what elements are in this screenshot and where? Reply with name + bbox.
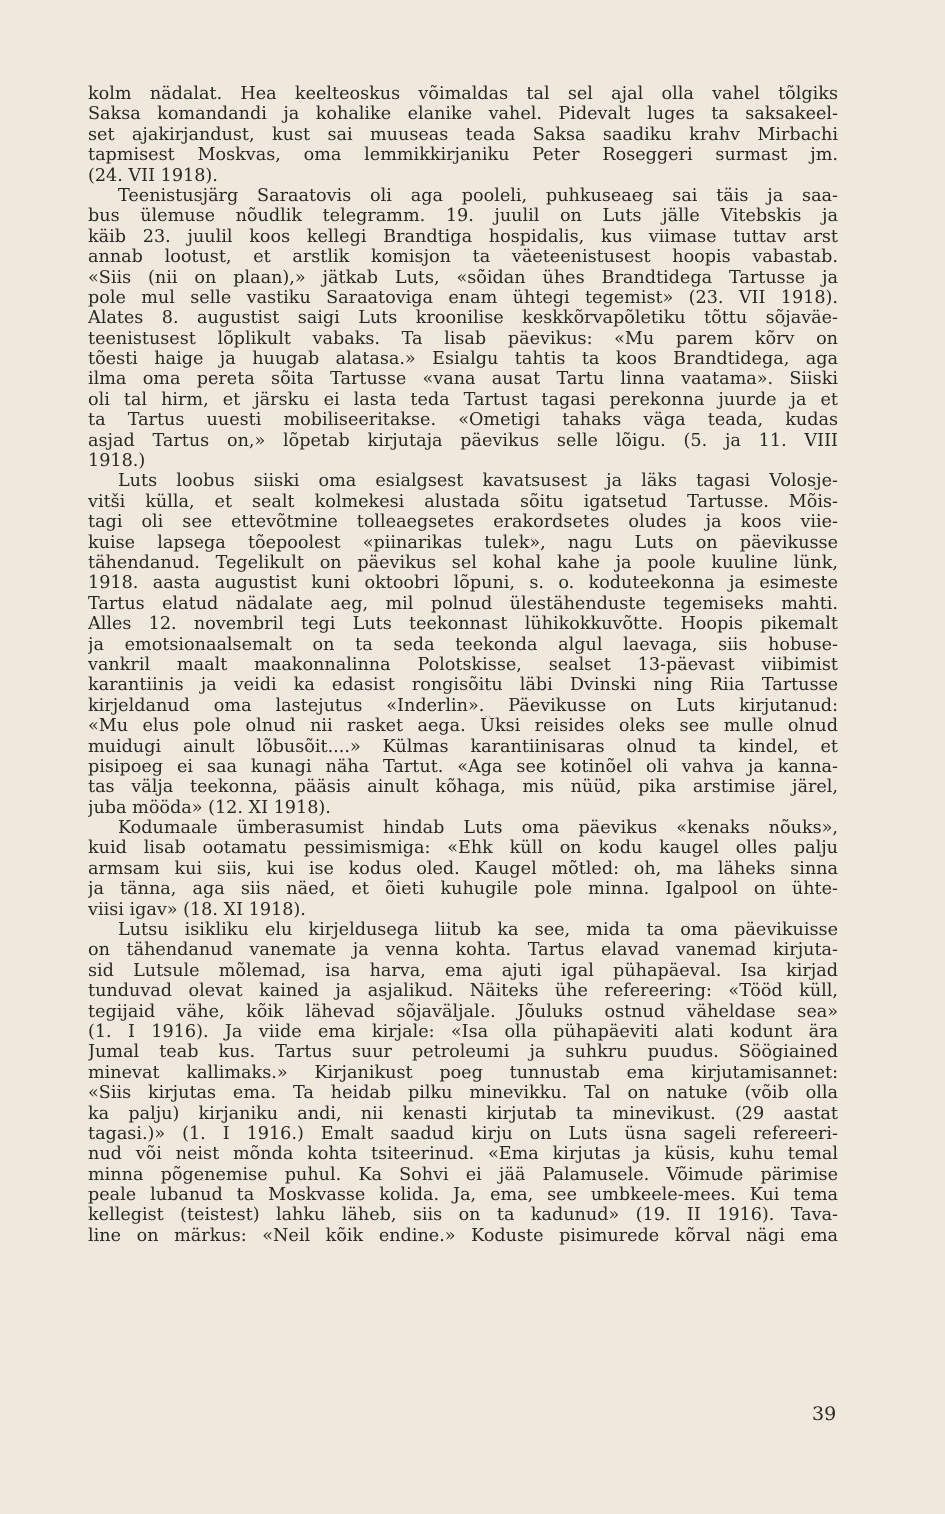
text-line: «Siis kirjutas ema. Ta heidab pilku minevikku. Tal on natuke (võib olla — [88, 1083, 838, 1104]
text-line: kuise lapsega tõepoolest «piinarikas tulek», nagu Luts on päevikusse — [88, 532, 838, 553]
text-line: tapmisest Moskvas, oma lemmikkirjaniku Peter Roseggeri surmast jm. — [88, 145, 838, 166]
page-number: 39 — [812, 1403, 837, 1425]
text-line: pisipoeg ei saa kunagi näha Tartut. «Aga see kotinõel oli vahva ja kanna- — [88, 756, 838, 777]
text-line: (24. VII 1918). — [88, 165, 218, 186]
text-line: minevat kallimaks.» Kirjanikust poeg tunnustab ema kirjutamisannet: — [88, 1062, 838, 1083]
text-line: vankril maalt maakonnalinna Polotskisse, sealset 13-päevast viibimist — [88, 654, 838, 675]
text-line: asjad Tartus on,» lõpetab kirjutaja päevikus selle lõigu. (5. ja 11. VIII — [88, 430, 838, 451]
text-line: tähendanud. Tegelikult on päevikus sel kohal kahe ja poole kuuline lünk, — [88, 552, 838, 573]
text-line: annab lootust, et arstlik komisjon ta väeteenistusest hoopis vabastab. — [88, 247, 838, 268]
text-line: Jumal teab kus. Tartus suur petroleumi ja suhkru puudus. Söögiained — [88, 1042, 838, 1063]
text-line: teenistusest lõplikult vabaks. Ta lisab päevikus: «Mu parem kõrv on — [88, 328, 838, 349]
text-line: on tähendanud vanemate ja venna kohta. Tartus elavad vanemad kirjuta- — [88, 940, 838, 961]
text-line: tunduvad olevat kained ja asjalikud. Näiteks ühe refereering: «Tööd küll, — [88, 981, 838, 1002]
text-line: Alates 8. augustist saigi Luts kroonilise keskkõrvapõletiku tõttu sõjaväe- — [88, 308, 838, 329]
text-line: 1918. aasta augustist kuni oktoobri lõpuni, s. o. koduteekonna ja esimeste — [88, 573, 838, 594]
text-line: Teenistusjärg Saraatovis oli aga pooleli, puhkuseaeg sai täis ja saa- — [118, 185, 838, 206]
text-line: line on märkus: «Neil kõik endine.» Koduste pisimurede kõrval nägi ema — [88, 1225, 838, 1246]
text-line: muidugi ainult lõbusõit....» Külmas karantiinisaras olnud ta kindel, et — [88, 736, 838, 757]
text-line: tagi oli see ettevõtmine tolleaegsetes erakordsetes oludes ja koos viie- — [88, 512, 838, 533]
text-line: sid Lutsule mõlemad, isa harva, ema ajuti igal pühapäeval. Isa kirjad — [88, 960, 838, 981]
body-text — [88, 84, 838, 1246]
text-line: tagasi.)» (1. I 1916.) Emalt saadud kirju on Luts üsna sageli refereeri- — [88, 1123, 838, 1144]
text-line: bus ülemuse nõudlik telegramm. 19. juulil on Luts jälle Vitebskis ja — [88, 206, 838, 227]
text-line: kirjeldanud oma lastejutus «Inderlin». Päevikusse on Luts kirjutanud: — [88, 695, 838, 716]
text-line: vitši külla, et sealt kolmekesi alustada sõitu igatsetud Tartusse. Mõis- — [88, 491, 838, 512]
text-line: ja emotsionaalsemalt on ta seda teekonda algul laevaga, siis hobuse- — [88, 634, 838, 655]
text-line: tõesti haige ja huugab alatasa.» Esialgu tahtis ta koos Brandtidega, aga — [88, 349, 838, 370]
text-line: Tartus elatud nädalate aeg, mil polnud ülestähenduste tegemiseks mahti. — [88, 593, 838, 614]
text-line: ka palju) kirjaniku andi, nii kenasti kirjutab ta minevikust. (29 aastat — [88, 1103, 838, 1124]
text-line: ta Tartus uuesti mobiliseeritakse. «Ometigi tahaks väga teada, kudas — [88, 410, 838, 431]
text-line: Lutsu isikliku elu kirjeldusega liitub ka see, mida ta oma päevikuisse — [118, 920, 838, 941]
text-line: set ajakirjandust, kust sai muuseas teada Saksa saadiku krahv Mirbachi — [88, 124, 838, 145]
text-line: ilma oma pereta sõita Tartusse «vana ausat Tartu linna vaatama». Siiski — [88, 369, 838, 390]
text-line: (1. I 1916). Ja viide ema kirjale: «Isa olla pühapäeviti alati kodunt ära — [88, 1021, 838, 1042]
text-line: Luts loobus siiski oma esialgsest kavatsusest ja läks tagasi Volosje- — [118, 471, 838, 492]
text-line: kuid lisab ootamatu pessimismiga: «Ehk küll on kodu kaugel olles palju — [88, 838, 838, 859]
text-line: Saksa komandandi ja kohalike elanike vahel. Pidevalt luges ta saksakeel- — [88, 104, 838, 125]
text-line: karantiinis ja veidi ka edasist rongisõitu läbi Dvinski ning Riia Tartusse — [88, 675, 838, 696]
text-line: armsam kui siis, kui ise kodus oled. Kaugel mõtled: oh, ma läheks sinna — [88, 858, 838, 879]
text-line: juba mööda» (12. XI 1918). — [88, 797, 331, 818]
text-line: 1918.) — [88, 451, 146, 472]
text-line: minna põgenemise puhul. Ka Sohvi ei jää Palamusele. Võimude pärimise — [88, 1164, 838, 1185]
text-line: kolm nädalat. Hea keelteoskus võimaldas tal sel ajal olla vahel tõlgiks — [88, 84, 838, 104]
text-line: Alles 12. novembril tegi Luts teekonnast lühikokkuvõtte. Hoopis pikemalt — [88, 614, 838, 635]
text-line: peale lubanud ta Moskvasse kolida. Ja, ema, see umbkeele-mees. Kui tema — [88, 1185, 838, 1206]
text-line: tegijaid vähe, kõik lähevad sõjaväljale. Jõuluks ostnud väheldase sea» — [88, 1001, 838, 1022]
text-line: käib 23. juulil koos kellegi Brandtiga hospidalis, kus viimase tuttav arst — [88, 226, 838, 247]
text-line: pole mul selle vastiku Saraatoviga enam ühtegi tegemist» (23. VII 1918). — [88, 287, 838, 308]
text-line: ja tänna, aga siis näed, et õieti kuhugile pole minna. Igalpool on ühte- — [88, 879, 838, 900]
text-line: nud või neist mõnda kohta tsiteerinud. «Ema kirjutas ja küsis, kuhu temal — [88, 1144, 838, 1165]
text-line: tas välja teekonna, pääsis ainult kõhaga, mis nüüd, pika arstimise järel, — [88, 777, 838, 798]
text-line: Kodumaale ümberasumist hindab Luts oma päevikus «kenaks nõuks», — [118, 818, 838, 839]
text-line: «Mu elus pole olnud nii rasket aega. Üksi reisides oleks see mulle olnud — [88, 716, 838, 737]
text-line: «Siis (nii on plaan),» jätkab Luts, «sõidan ühes Brandtidega Tartusse ja — [88, 267, 838, 288]
text-line: oli tal hirm, et järsku ei lasta teda Tartust tagasi perekonna juurde ja et — [88, 389, 838, 410]
text-line: viisi igav» (18. XI 1918). — [88, 899, 306, 920]
text-line: kellegist (teistest) lahku läheb, siis on ta kadunud» (19. II 1916). Tava- — [88, 1205, 838, 1226]
